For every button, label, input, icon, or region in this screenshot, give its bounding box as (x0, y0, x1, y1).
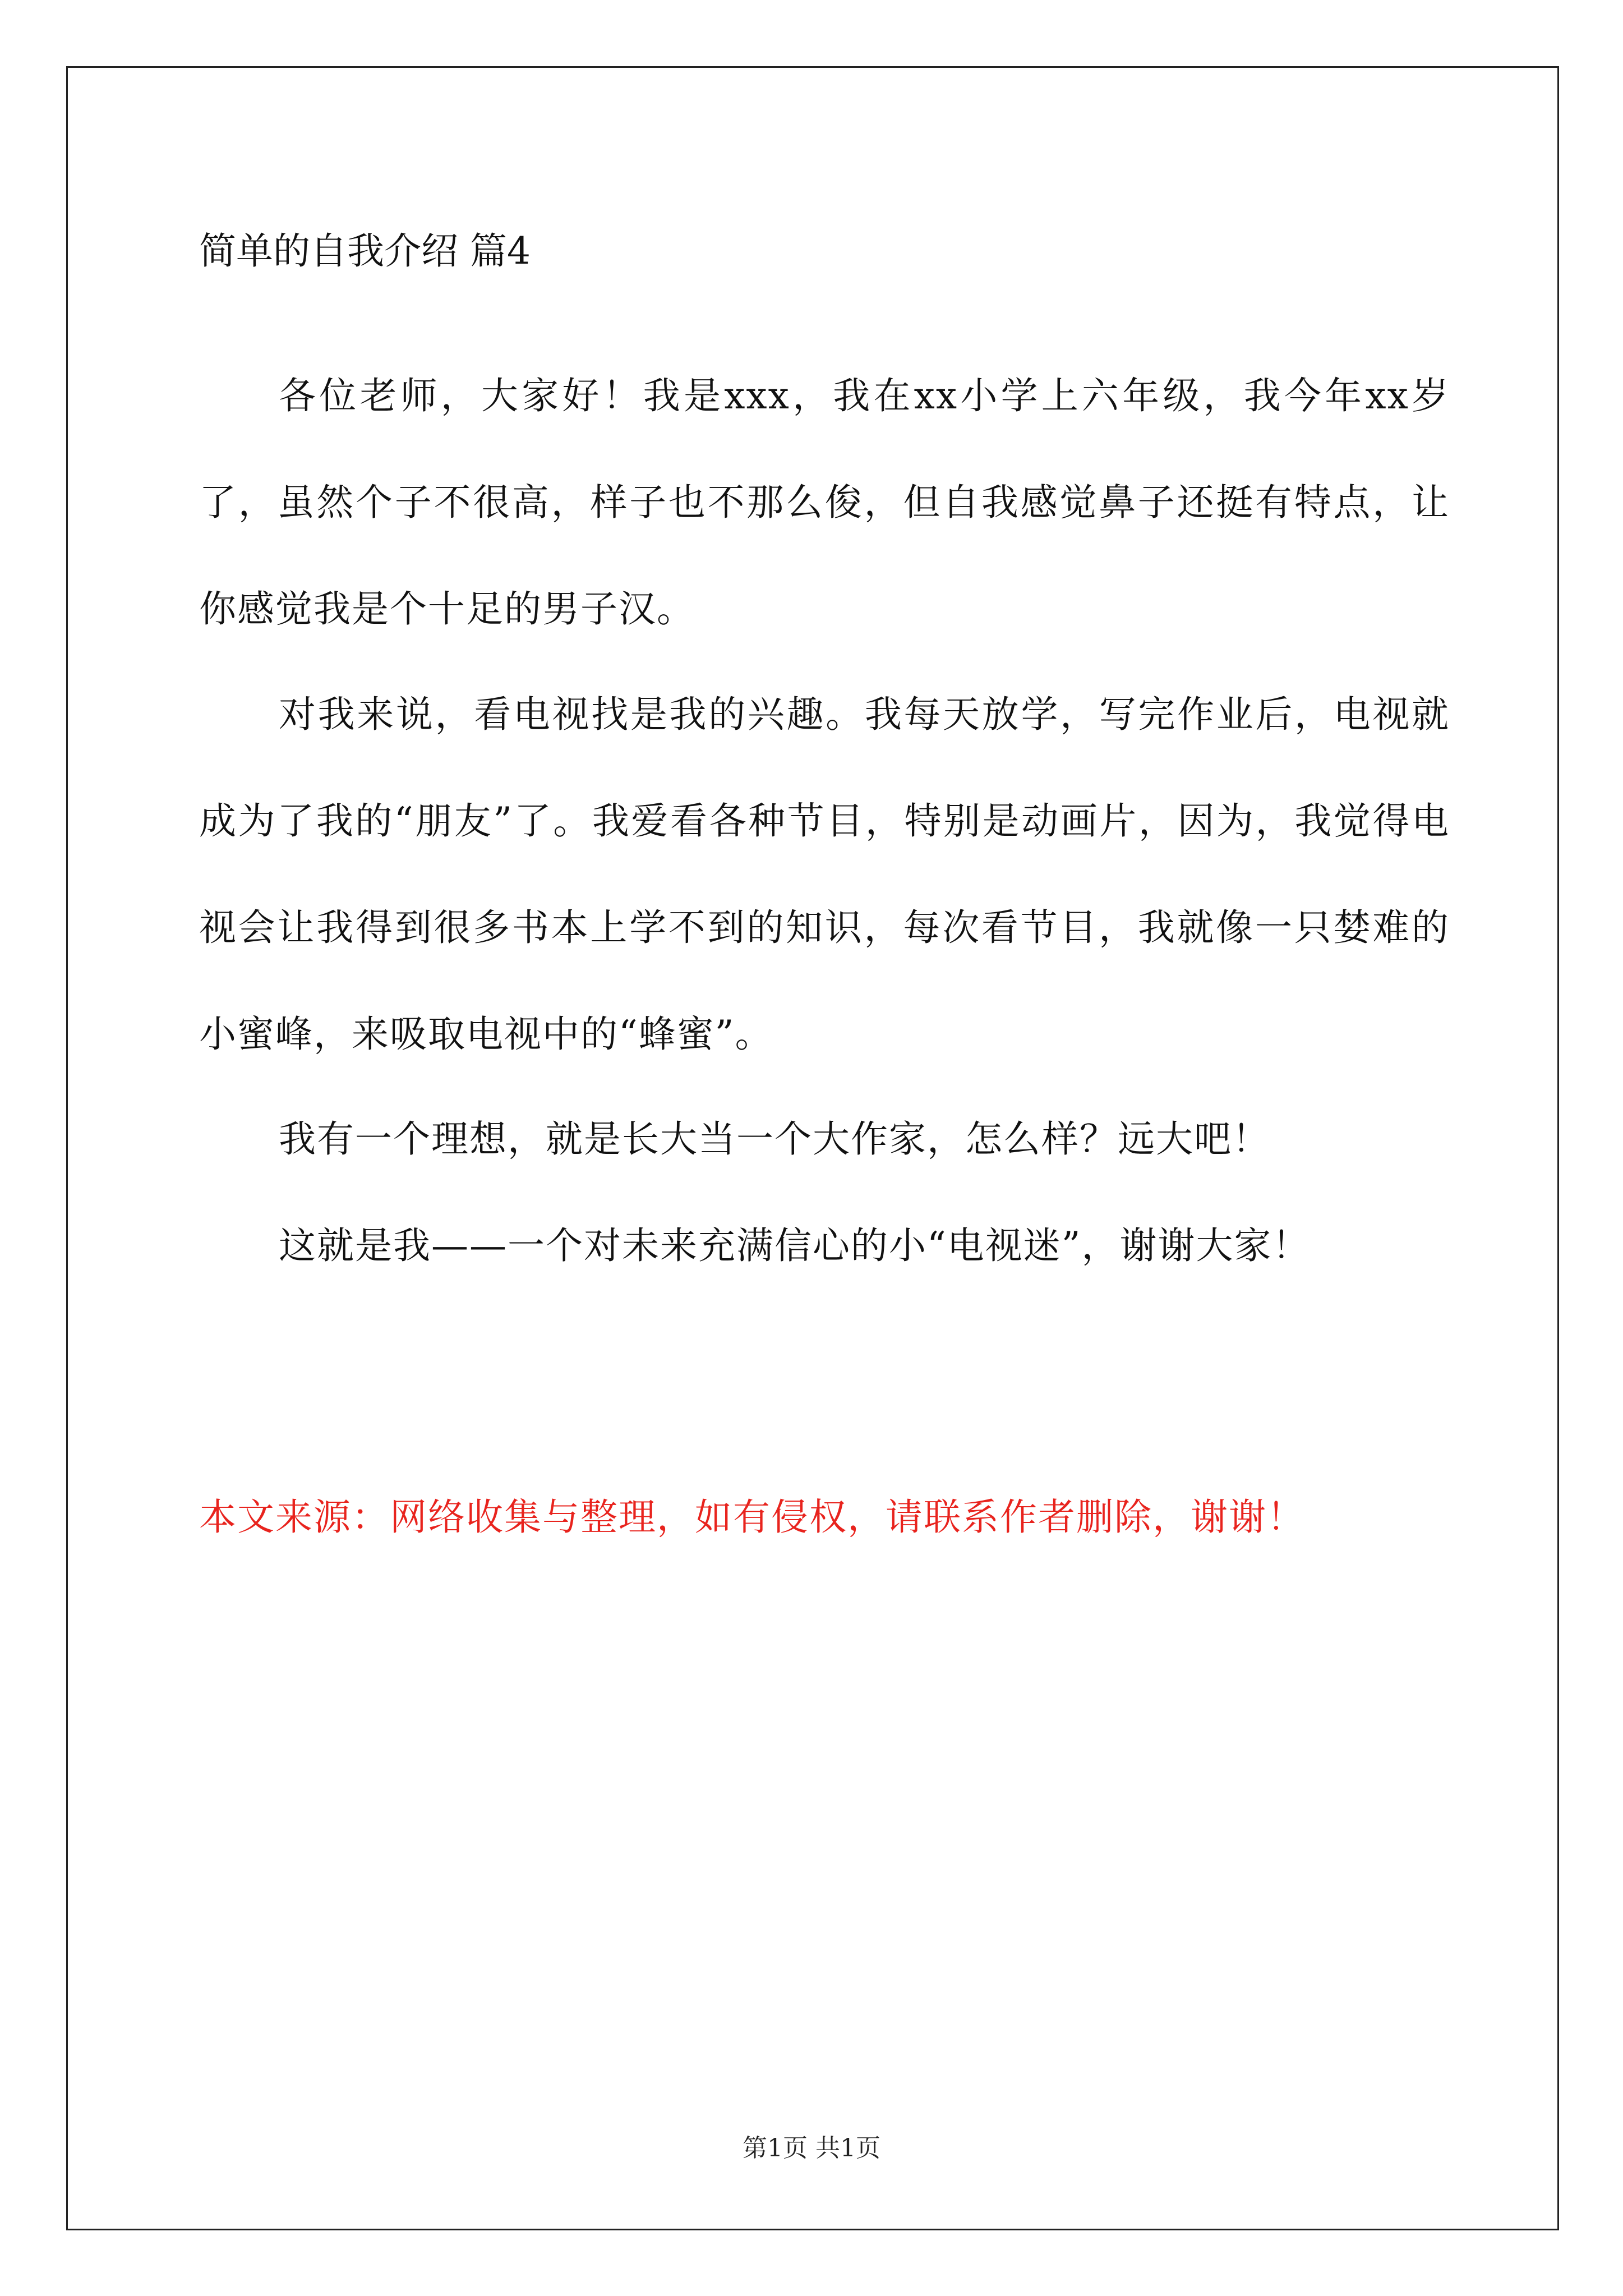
paragraph-dream: 我有一个理想，就是长大当一个大作家，怎么样？远大吧！ (279, 1117, 1270, 1161)
source-note: 本文来源：网络收集与整理，如有侵权，请联系作者删除，谢谢！ (199, 1496, 1305, 1539)
document-title: 简单的自我介绍 篇4 (199, 229, 531, 273)
paragraph-intro: 各位老师，大家好！我是xxx，我在xx小学上六年级，我今年xx岁了，虽然个子不很高，样子也不那么俊，但自我感觉鼻子还挺有特点，让你感觉我是个十足的男子汉。 (199, 374, 1450, 631)
page-footer: 第1页 共1页 (743, 2134, 880, 2162)
paragraph-closing: 这就是我——一个对未来充满信心的小“电视迷”，谢谢大家！ (279, 1224, 1311, 1267)
paragraph-hobby: 对我来说，看电视找是我的兴趣。我每天放学，写完作业后，电视就成为了我的“朋友”了。我爱看各种节目，特别是动画片，因为，我觉得电视会让我得到很多书本上学不到的知识，每次看节目，我就像一只婪难的小蜜峰，来吸取电视中的“蜂蜜”。 (199, 693, 1450, 1056)
